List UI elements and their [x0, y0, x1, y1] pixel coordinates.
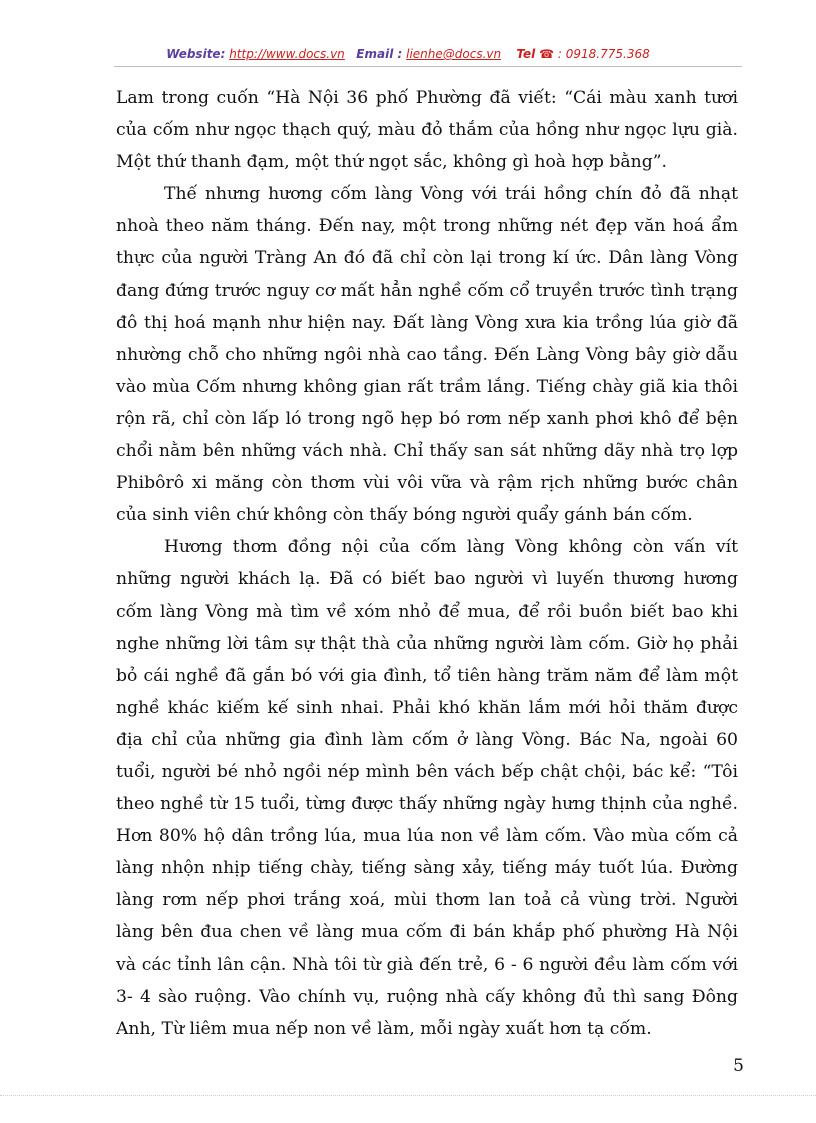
website-label: Website:: [166, 47, 226, 61]
page-number: 5: [733, 1056, 744, 1076]
footer-divider: [0, 1095, 816, 1096]
header-divider: [114, 66, 742, 67]
paragraph-2: Thế nhưng hương cốm làng Vòng với trái hồng chín đỏ đã nhạt nhoà theo năm tháng. Đến nay, một trong những nét đẹp văn hoá ẩm thực của người Tràng An đó đã chỉ còn lại trong kí ức. Dân làng Vòng đang đứng trước nguy cơ mất hẳn nghề cốm cổ truyền trước tình trạng đô thị hoá mạnh như hiện nay. Đất làng Vòng xưa kia trồng lúa giờ đã nhường chỗ cho những ngôi nhà cao tầng. Đến Làng Vòng bây giờ dẫu vào mùa Cốm nhưng không gian rất trầm lắng. Tiếng chày giã kia thôi rộn rã, chỉ còn lấp ló trong ngõ hẹp bó rơm nếp xanh phơi khô để bện chổi nằm bên những vách nhà. Chỉ thấy san sát những dãy nhà trọ lợp Phibôrô xi măng còn thơm vùi vôi vữa và rậm rịch những bước chân của sinh viên chứ không còn thấy bóng người quẩy gánh bán cốm.: [116, 184, 738, 526]
email-label: Email :: [356, 47, 403, 61]
website-link[interactable]: http://www.docs.vn: [229, 47, 345, 61]
paragraph-3: Hương thơm đồng nội của cốm làng Vòng không còn vấn vít những người khách lạ. Đã có biết bao người vì luyến thương hương cốm làng Vòng mà tìm về xóm nhỏ để mua, để rồi buồn biết bao khi nghe những lời tâm sự thật thà của những người làm cốm. Giờ họ phải bỏ cái nghề đã gắn bó với gia đình, tổ tiên hàng trăm năm để làm một nghề khác kiếm kế sinh nhai. Phải khó khăn lắm mới hỏi thăm được địa chỉ của những gia đình làm cốm ở làng Vòng. Bác Na, ngoài 60 tuổi, người bé nhỏ ngồi nép mình bên vách bếp chật chội, bác kể: “Tôi theo nghề từ 15 tuổi, từng được thấy những ngày hưng thịnh của nghề. Hơn 80% hộ dân trồng lúa, mua lúa non về làm cốm. Vào mùa cốm cả làng nhộn nhịp tiếng chày, tiếng sàng xảy, tiếng máy tuốt lúa. Đường làng rơm nếp phơi trắng xoá, mùi thơm lan toả cả vùng trời. Người làng bên đua chen về làng mua cốm đi bán khắp phố phường Hà Nội và các tỉnh lân cận. Nhà tôi từ già đến trẻ, 6 - 6 người đều làm cốm với 3- 4 sào ruộng. Vào chính vụ, ruộng nhà cấy không đủ thì sang Đông Anh, Từ liêm mua nếp non về làm, mỗi ngày xuất hơn tạ cốm.: [116, 537, 738, 1039]
tel-label: Tel: [516, 47, 536, 61]
phone-icon: ☎: [539, 47, 555, 61]
page-header: [0, 47, 816, 61]
document-body: [116, 82, 738, 1045]
paragraph-1: Lam trong cuốn “Hà Nội 36 phố Phường đã viết: “Cái màu xanh tươi của cốm như ngọc thạch quý, màu đỏ thắm của hồng như ngọc lựu già. Một thứ thanh đạm, một thứ ngọt sắc, không gì hoà hợp bằng”.: [116, 88, 738, 173]
email-link[interactable]: lienhe@docs.vn: [406, 47, 502, 61]
phone-number: : 0918.775.368: [557, 47, 650, 61]
